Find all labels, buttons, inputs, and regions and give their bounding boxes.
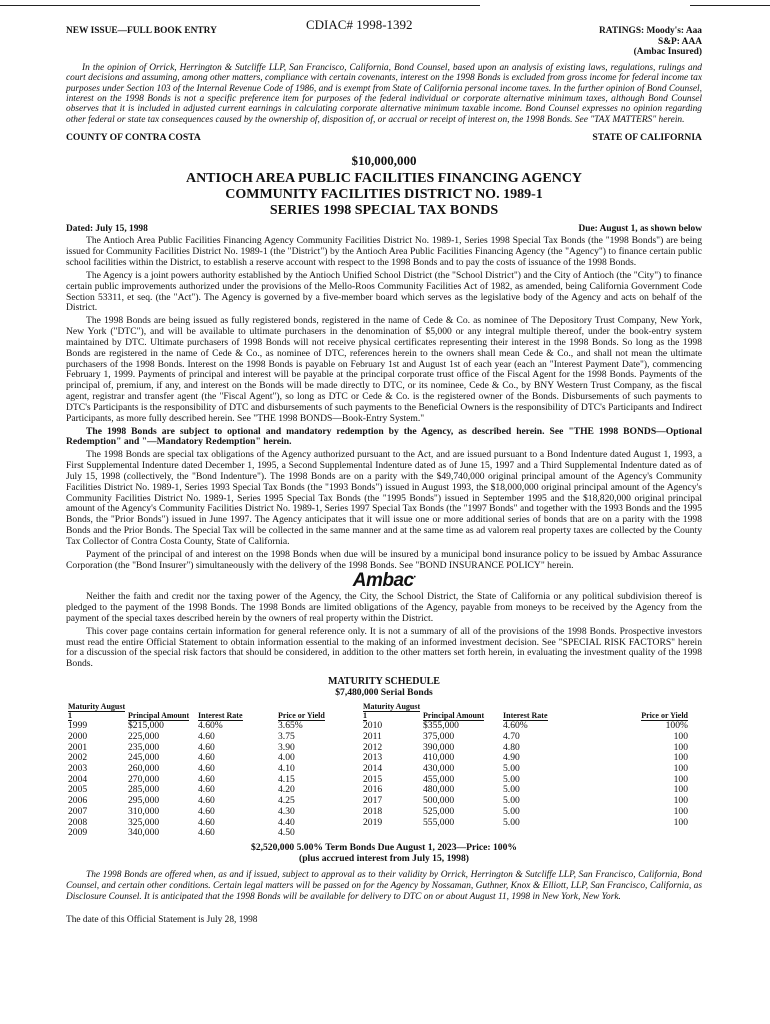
title-line: ANTIOCH AREA PUBLIC FACILITIES FINANCING AGENCY <box>185 170 583 186</box>
maturity-subtitle: $7,480,000 Serial Bonds <box>335 687 433 699</box>
principal-amount: 525,000 <box>423 805 455 817</box>
accrued-interest-line: (plus accrued interest from July 15, 1998) <box>299 853 469 865</box>
term-bonds-line: $2,520,000 5.00% Term Bonds Due August 1, 2023—Price: 100% <box>251 842 517 854</box>
interest-rate: 4.60 <box>198 741 215 753</box>
due-date: Due: August 1, as shown below <box>578 223 702 234</box>
maturity-year: 2007 <box>68 805 88 817</box>
col-price: Price or Yield <box>278 710 325 720</box>
principal-amount: 500,000 <box>423 795 455 807</box>
tax-opinion: In the opinion of Orrick, Herrington & Sutcliffe LLP, San Francisco, California, Bond Counsel, based upon an analysis of existing laws, regulations, rulings and court decisions and assuming, among other matters, compliance with certain covenants, interest on the 1998 Bonds is excluded from gross income for federal income tax purposes under Section 103 of the Internal Revenue Code of 1986, and is exempt from State of California personal income taxes. In the further opinion of Bond Counsel, interest on the 1998 Bonds is not a specific preference item for purposes of the federal individual or corporate alternative minimum taxes, although Bond Counsel observes that it is included in adjusted current earnings in calculating corporate alternative minimum taxable income. Bond Counsel expresses no opinion regarding other federal or state tax consequences caused by the ownership of, disposition of, or accrual or receipt of interest on, the 1998 Bonds. See "TAX MATTERS" herein. <box>66 63 702 125</box>
principal-amount: $215,000 <box>128 720 164 732</box>
maturity-year: 2012 <box>363 741 383 753</box>
interest-rate: 4.60 <box>198 827 215 839</box>
principal-amount: 270,000 <box>128 773 160 785</box>
maturity-header-row <box>66 703 702 721</box>
maturity-year: 2017 <box>363 795 383 807</box>
interest-rate: 4.60 <box>198 762 215 774</box>
interest-rate: 5.00 <box>503 784 520 796</box>
maturity-year: 2015 <box>363 773 383 785</box>
price-yield: 3.75 <box>278 730 295 742</box>
col-principal-2: Principal Amount <box>423 710 485 720</box>
price-yield: 100 <box>673 784 688 796</box>
dated-due-row <box>66 224 702 235</box>
issue-amount: $10,000,000 <box>351 152 417 168</box>
maturity-year: 2006 <box>68 795 88 807</box>
table-row <box>66 807 702 818</box>
principal-amount: 375,000 <box>423 730 455 742</box>
col-maturity: Maturity August 1 <box>68 702 126 720</box>
price-yield: 4.00 <box>278 752 295 764</box>
price-yield: 100 <box>673 773 688 785</box>
paragraph: The Antioch Area Public Facilities Financing Agency Community Facilities District No. 1989-1, Series 1998 Special Tax Bonds (the "1998 Bonds") are being issued for Community Facilities District No. 1989-1 (the "District") by the Antioch Area Public Facilities Financing Agency (the "Agency") to finance certain public school facilities within the District, to establish a reserve account with respect to the 1998 Bonds and to pay the costs of issuance of the 1998 Bonds. <box>66 235 702 269</box>
principal-amount: $355,000 <box>423 720 459 732</box>
paragraph: The 1998 Bonds are special tax obligations of the Agency authorized pursuant to the Act, and are issued pursuant to a Bond Indenture dated August 1, 1993, a First Supplemental Indenture dated December 1, 1995, a Second Supplemental Indenture dated as of June 15, 1997 and a Third Supplemental Indenture dated as of July 15, 1998 (collectively, the "Bond Indenture"). The 1998 Bonds are on a parity with the $49,740,000 original principal amount of the Agency's Community Facilities District No. 1989-1, Series 1993 Special Tax Bonds (the "1993 Bonds") issued in August 1993, the $18,000,000 original principal amount of the Agency's Community Facilities District No. 1989-1, Series 1995 Special Tax Bonds (the "1995 Bonds") issued in September 1995 and the $18,820,000 original principal amount of the Agency's Community Facilities District No. 1989-1, Series 1997 Special Tax Bonds (the "1997 Bonds" and together with the 1993 Bonds and the 1995 Bonds, the "Prior Bonds") issued in June 1997. The Agency anticipates that it will issue one or more additional series of bonds that are on a parity with the 1998 Bonds and the Prior Bonds. The Special Tax will be collected in the same manner and at the same time as ad valorem real property taxes are collected by the County Tax Collector of Contra Costa County, State of California. <box>66 449 702 547</box>
col-maturity-2: Maturity August 1 <box>363 702 421 720</box>
price-yield: 4.15 <box>278 773 295 785</box>
offering-paragraph: The 1998 Bonds are offered when, as and if issued, subject to approval as to their validity by Orrick, Herrington & Sutcliffe LLP, San Francisco, California, Bond Counsel, and certain other conditions. Certain legal matters will be passed on for the Agency by Nossaman, Guthner, Knox & Elliott, LLP, San Francisco, California, as Disclosure Counsel. It is anticipated that the 1998 Bonds will be available for delivery to DTC on or about August 11, 1998 in New York, New York. <box>66 870 702 903</box>
table-row <box>66 785 702 796</box>
ratings <box>599 26 702 58</box>
interest-rate: 4.60 <box>198 752 215 764</box>
interest-rate: 4.60 <box>198 784 215 796</box>
price-yield: 100 <box>673 805 688 817</box>
table-row <box>66 743 702 754</box>
maturity-year: 2000 <box>68 730 88 742</box>
principal-amount: 325,000 <box>128 816 160 828</box>
price-yield: 100 <box>673 795 688 807</box>
paragraph: Payment of the principal of and interest on the 1998 Bonds when due will be insured by a municipal bond insurance policy to be issued by Ambac Assurance Corporation (the "Bond Insurer") simultaneously with the delivery of the 1998 Bonds. See "BOND INSURANCE POLICY" herein. <box>66 548 702 571</box>
rating-insured: (Ambac Insured) <box>633 47 702 58</box>
principal-amount: 340,000 <box>128 827 160 839</box>
interest-rate: 4.60 <box>198 816 215 828</box>
interest-rate: 4.60% <box>198 720 223 732</box>
principal-amount: 555,000 <box>423 816 455 828</box>
maturity-rows <box>66 721 702 839</box>
principal-amount: 455,000 <box>423 773 455 785</box>
dated-date: Dated: July 15, 1998 <box>66 223 148 234</box>
principal-amount: 260,000 <box>128 762 160 774</box>
interest-rate: 4.80 <box>503 741 520 753</box>
term-bonds <box>66 842 702 864</box>
table-row <box>66 721 702 732</box>
principal-amount: 430,000 <box>423 762 455 774</box>
price-yield: 100 <box>673 741 688 753</box>
county: COUNTY OF CONTRA COSTA <box>66 132 201 144</box>
interest-rate: 4.60 <box>198 773 215 785</box>
ambac-logo-text: Ambac <box>352 570 414 592</box>
title-line: COMMUNITY FACILITIES DISTRICT NO. 1989-1 <box>225 186 543 202</box>
cdiac-number: CDIAC# 1998-1392 <box>306 17 413 32</box>
maturity-year: 2002 <box>68 752 88 764</box>
maturity-year: 2019 <box>363 816 383 828</box>
table-row <box>66 818 702 829</box>
maturity-year: 2011 <box>363 730 382 742</box>
table-row <box>66 753 702 764</box>
table-row <box>66 732 702 743</box>
maturity-title: MATURITY SCHEDULE <box>328 676 440 688</box>
paragraph: The 1998 Bonds are being issued as fully registered bonds, registered in the name of Cede & Co. as nominee of The Depository Trust Company, New York, New York ("DTC"), and will be available to ultimate purchasers in the denomination of $5,000 or any integral multiple thereof, under the book-entry system maintained by DTC. Ultimate purchasers of 1998 Bonds will not receive physical certificates representing their interest in the 1998 Bonds. So long as the 1998 Bonds are registered in the name of Cede & Co., as nominee of DTC, references herein to the owners shall mean Cede & Co., and shall not mean the ultimate purchasers of the 1998 Bonds. Interest on the 1998 Bonds is payable on February 1st and August 1st of each year (each an "Interest Payment Date"), commencing February 1, 1999. Payments of principal and interest will be payable at the principal corporate trust office of the Fiscal Agent for the 1998 Bonds. Payments of the principal of, premium, if any, and interest on the Bonds will be made directly to DTC, or its nominee, Cede & Co., by BNY Western Trust Company, as the fiscal agent, registrar and transfer agent (the "Fiscal Agent"), so long as DTC or Cede & Co. is the registered owner of the Bonds. Disbursements of such payments to DTC's Participants is the responsibility of DTC and disbursements of such payments to the Beneficial Owners is the responsibility of DTC's Participants and Indirect Participants, as more fully described herein. See "THE 1998 BONDS—Book-Entry System." <box>66 315 702 424</box>
maturity-year: 1999 <box>68 720 88 732</box>
maturity-year: 2013 <box>363 752 383 764</box>
col-rate: Interest Rate <box>198 710 243 720</box>
interest-rate: 4.60 <box>198 795 215 807</box>
principal-amount: 225,000 <box>128 730 160 742</box>
price-yield: 4.30 <box>278 805 295 817</box>
top-rule-right <box>690 5 770 6</box>
interest-rate: 5.00 <box>503 805 520 817</box>
maturity-year: 2016 <box>363 784 383 796</box>
principal-amount: 480,000 <box>423 784 455 796</box>
statement-date: The date of this Official Statement is July 28, 1998 <box>66 915 258 926</box>
principal-amount: 235,000 <box>128 741 160 753</box>
price-yield: 3.65% <box>278 720 303 732</box>
table-row <box>66 828 702 839</box>
issue-type: NEW ISSUE—FULL BOOK ENTRY <box>66 26 217 36</box>
maturity-year: 2003 <box>68 762 88 774</box>
jurisdiction-row <box>66 133 702 144</box>
interest-rate: 5.00 <box>503 773 520 785</box>
table-row <box>66 764 702 775</box>
rating-sp: S&P: AAA <box>657 36 702 47</box>
col-rate-2: Interest Rate <box>503 710 548 720</box>
maturity-table <box>66 703 702 839</box>
principal-amount: 390,000 <box>423 741 455 753</box>
principal-amount: 285,000 <box>128 784 160 796</box>
ambac-logo <box>66 571 702 590</box>
header <box>66 18 702 64</box>
empty-cell <box>595 828 702 839</box>
price-yield: 100 <box>673 816 688 828</box>
table-row <box>66 796 702 807</box>
maturity-year: 2001 <box>68 741 88 753</box>
interest-rate: 4.70 <box>503 730 520 742</box>
price-yield: 4.25 <box>278 795 295 807</box>
price-yield: 100 <box>673 762 688 774</box>
price-yield: 100 <box>673 730 688 742</box>
maturity-year: 2018 <box>363 805 383 817</box>
top-rule <box>0 5 480 6</box>
interest-rate: 5.00 <box>503 762 520 774</box>
price-yield: 100% <box>665 720 688 732</box>
paragraph: Neither the faith and credit nor the taxing power of the Agency, the City, the School District, the State of California or any political subdivision thereof is pledged to the payment of the 1998 Bonds. The 1998 Bonds are limited obligations of the Agency, payable from moneys to be received by the Agency from the payment of the special taxes described herein by the owners of real property within the District. <box>66 591 702 624</box>
price-yield: 4.20 <box>278 784 295 796</box>
interest-rate: 4.60% <box>503 720 528 732</box>
principal-amount: 245,000 <box>128 752 160 764</box>
state: STATE OF CALIFORNIA <box>592 132 702 144</box>
price-yield: 3.90 <box>278 741 295 753</box>
price-yield: 4.50 <box>278 827 295 839</box>
cover-page <box>66 18 702 926</box>
principal-amount: 310,000 <box>128 805 160 817</box>
maturity-year: 2005 <box>68 784 88 796</box>
table-row <box>66 775 702 786</box>
principal-amount: 410,000 <box>423 752 455 764</box>
interest-rate: 5.00 <box>503 816 520 828</box>
rating-moodys: RATINGS: Moody's: Aaa <box>599 26 702 36</box>
issue-title <box>66 171 702 219</box>
maturity-year: 2008 <box>68 816 88 828</box>
title-line: SERIES 1998 SPECIAL TAX BONDS <box>269 202 499 218</box>
ambac-logo-mark: • <box>413 575 416 581</box>
price-yield: 4.40 <box>278 816 295 828</box>
empty-cell <box>503 828 595 839</box>
paragraph: This cover page contains certain information for general reference only. It is not a summary of all of the provisions of the 1998 Bonds. Prospective investors must read the entire Official Statement to obtain information essential to the making of an informed investment decision. See "SPECIAL RISK FACTORS" herein for a discussion of the special risk factors that should be considered, in addition to the other matters set forth herein, in evaluating the investment quality of the 1998 Bonds. <box>66 625 702 670</box>
redemption-notice: The 1998 Bonds are subject to optional and mandatory redemption by the Agency, as described herein. See "THE 1998 BONDS—Optional Redemption" and "—Mandatory Redemption" herein. <box>66 425 702 448</box>
maturity-year: 2004 <box>68 773 88 785</box>
interest-rate: 5.00 <box>503 795 520 807</box>
price-yield: 100 <box>673 752 688 764</box>
maturity-year: 2014 <box>363 762 383 774</box>
col-price-2: Price or Yield <box>641 710 688 720</box>
empty-cell <box>363 828 423 839</box>
maturity-year: 2009 <box>68 827 88 839</box>
interest-rate: 4.60 <box>198 730 215 742</box>
empty-cell <box>423 828 503 839</box>
principal-amount: 295,000 <box>128 795 160 807</box>
paragraph: The Agency is a joint powers authority established by the Antioch Unified School District (the "School District") and the City of Antioch (the "City") to finance certain public improvements authorized under the provisions of the Mello-Roos Community Facilities Act of 1982, as amended, being California Government Code Section 53311, et seq. (the "Act"). The Agency is governed by a five-member board which serves as the legislative body of the Agency and acts on behalf of the District. <box>66 269 702 314</box>
maturity-year: 2010 <box>363 720 383 732</box>
price-yield: 4.10 <box>278 762 295 774</box>
interest-rate: 4.60 <box>198 805 215 817</box>
col-principal: Principal Amount <box>128 710 190 720</box>
interest-rate: 4.90 <box>503 752 520 764</box>
